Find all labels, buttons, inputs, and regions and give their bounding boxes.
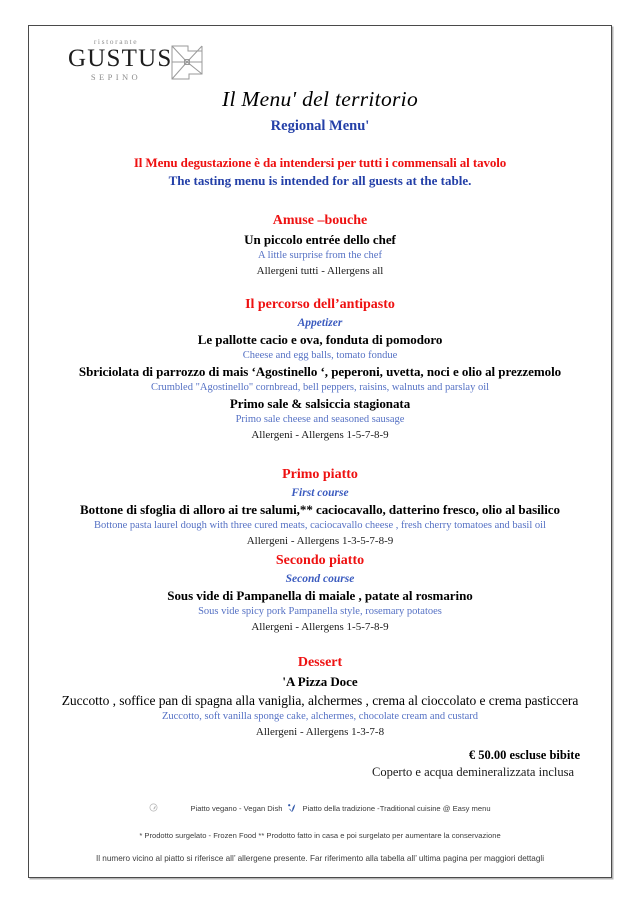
logo-ristorante-text: ristorante (93, 37, 139, 46)
dish-name-italian: 'A Pizza Doce (282, 674, 358, 689)
section-title: Primo piatto (282, 467, 358, 482)
section-amuse-bouche (46, 213, 594, 277)
vegan-legend-label: Piatto vegano - Vegan Dish (190, 804, 283, 813)
dish-name-italian: Le pallotte cacio e ova, fonduta di pomodoro (197, 332, 443, 347)
allergens-line: Allergeni tutti - Allergens all (256, 265, 384, 277)
dish-name-english: Sous vide spicy pork Pampanella style, rosemary potatoes (198, 606, 442, 617)
allergens-line: Allergeni - Allergens 1-5-7-8-9 (251, 429, 389, 441)
section-title: Il percorso dell’antipasto (245, 297, 395, 312)
section-subtitle: Second course (285, 573, 355, 585)
section-dessert (46, 655, 594, 738)
dish-name-english: Crumbled "Agostinello" cornbread, bell peppers, raisins, walnuts and parslay oil (150, 382, 490, 393)
allergens-line: Allergeni - Allergens 1-3-7-8 (255, 726, 385, 738)
allergens-line: Allergeni - Allergens 1-5-7-8-9 (251, 621, 389, 633)
dish-name-italian: Sous vide di Pampanella di maiale , patate al rosmarino (167, 588, 473, 603)
menu-footer (46, 802, 594, 863)
dish-description-italian: Zuccotto , soffice pan di spagna alla vaniglia, alchermes , crema al cioccolato e crema pasticcera (61, 693, 579, 708)
allergens-line: Allergeni - Allergens 1-3-5-7-8-9 (246, 535, 394, 547)
notice-italian: Il Menu degustazione è da intendersi per tutti i commensali al tavolo (133, 155, 507, 170)
dish-description-english: Zuccotto, soft vanilla sponge cake, alchermes, chocolate cream and custard (161, 711, 479, 722)
page-title: Il Menu' del territorio (221, 87, 418, 111)
vegan-leaf-icon (149, 803, 158, 814)
price-note: Coperto e acqua demineralizzata inclusa (372, 765, 574, 779)
dish-name-italian: Bottone di sfoglia di alloro ai tre salumi,** caciocavallo, datterino fresco, olio al basilico (80, 502, 560, 517)
tasting-menu-notice (46, 155, 594, 189)
logo-sepino-text: SEPINO (90, 72, 142, 83)
section-title: Dessert (297, 655, 343, 670)
price-block (46, 748, 594, 780)
price-amount: € 50.00 escluse bibite (468, 748, 580, 762)
section-antipasto (46, 297, 594, 441)
section-title: Amuse –bouche (272, 213, 368, 228)
section-secondo-piatto (46, 553, 594, 633)
page-subtitle: Regional Menu' (270, 118, 370, 134)
dish-name-italian: Primo sale & salsiccia stagionata (229, 396, 411, 411)
menu-page (28, 25, 612, 878)
tradition-sprout-icon (287, 802, 297, 815)
section-title: Secondo piatto (275, 553, 365, 568)
notice-english: The tasting menu is intended for all guests at the table. (168, 173, 472, 188)
gustus-emblem-icon (168, 43, 206, 88)
restaurant-logo (68, 37, 218, 95)
dish-name-english: Primo sale cheese and seasoned sausage (235, 414, 405, 425)
section-subtitle: Appetizer (297, 317, 343, 329)
section-subtitle: First course (291, 487, 349, 499)
dish-name-english: A little surprise from the chef (258, 250, 382, 261)
logo-wordmark (68, 37, 173, 83)
dish-name-italian: Un piccolo entrée dello chef (244, 232, 396, 247)
dish-name-english: Cheese and egg balls, tomato fondue (242, 350, 398, 361)
footer-legend (46, 802, 594, 815)
logo-gustus-text: GUSTUS (68, 45, 173, 72)
dish-name-english: Bottone pasta laurel dough with three cured meats, caciocavallo cheese , fresh cherry tomatoes and basil oil (94, 520, 546, 531)
allergen-reference-note: Il numero vicino al piatto si riferisce all’ allergene presente. Far riferimento alla tabella all’ ultima pagina per maggiori dettagli (95, 854, 545, 863)
tradition-legend-label: Piatto della tradizione -Traditional cuisine @ Easy menu (302, 804, 491, 813)
frozen-food-note: * Prodotto surgelato - Frozen Food ** Prodotto fatto in casa e poi surgelato per aumentare la conservazione (139, 831, 501, 840)
section-primo-piatto (46, 467, 594, 547)
dish-name-italian: Sbriciolata di parrozzo di mais ‘Agostinello ‘, peperoni, uvetta, noci e olio al prezzemolo (78, 364, 562, 379)
